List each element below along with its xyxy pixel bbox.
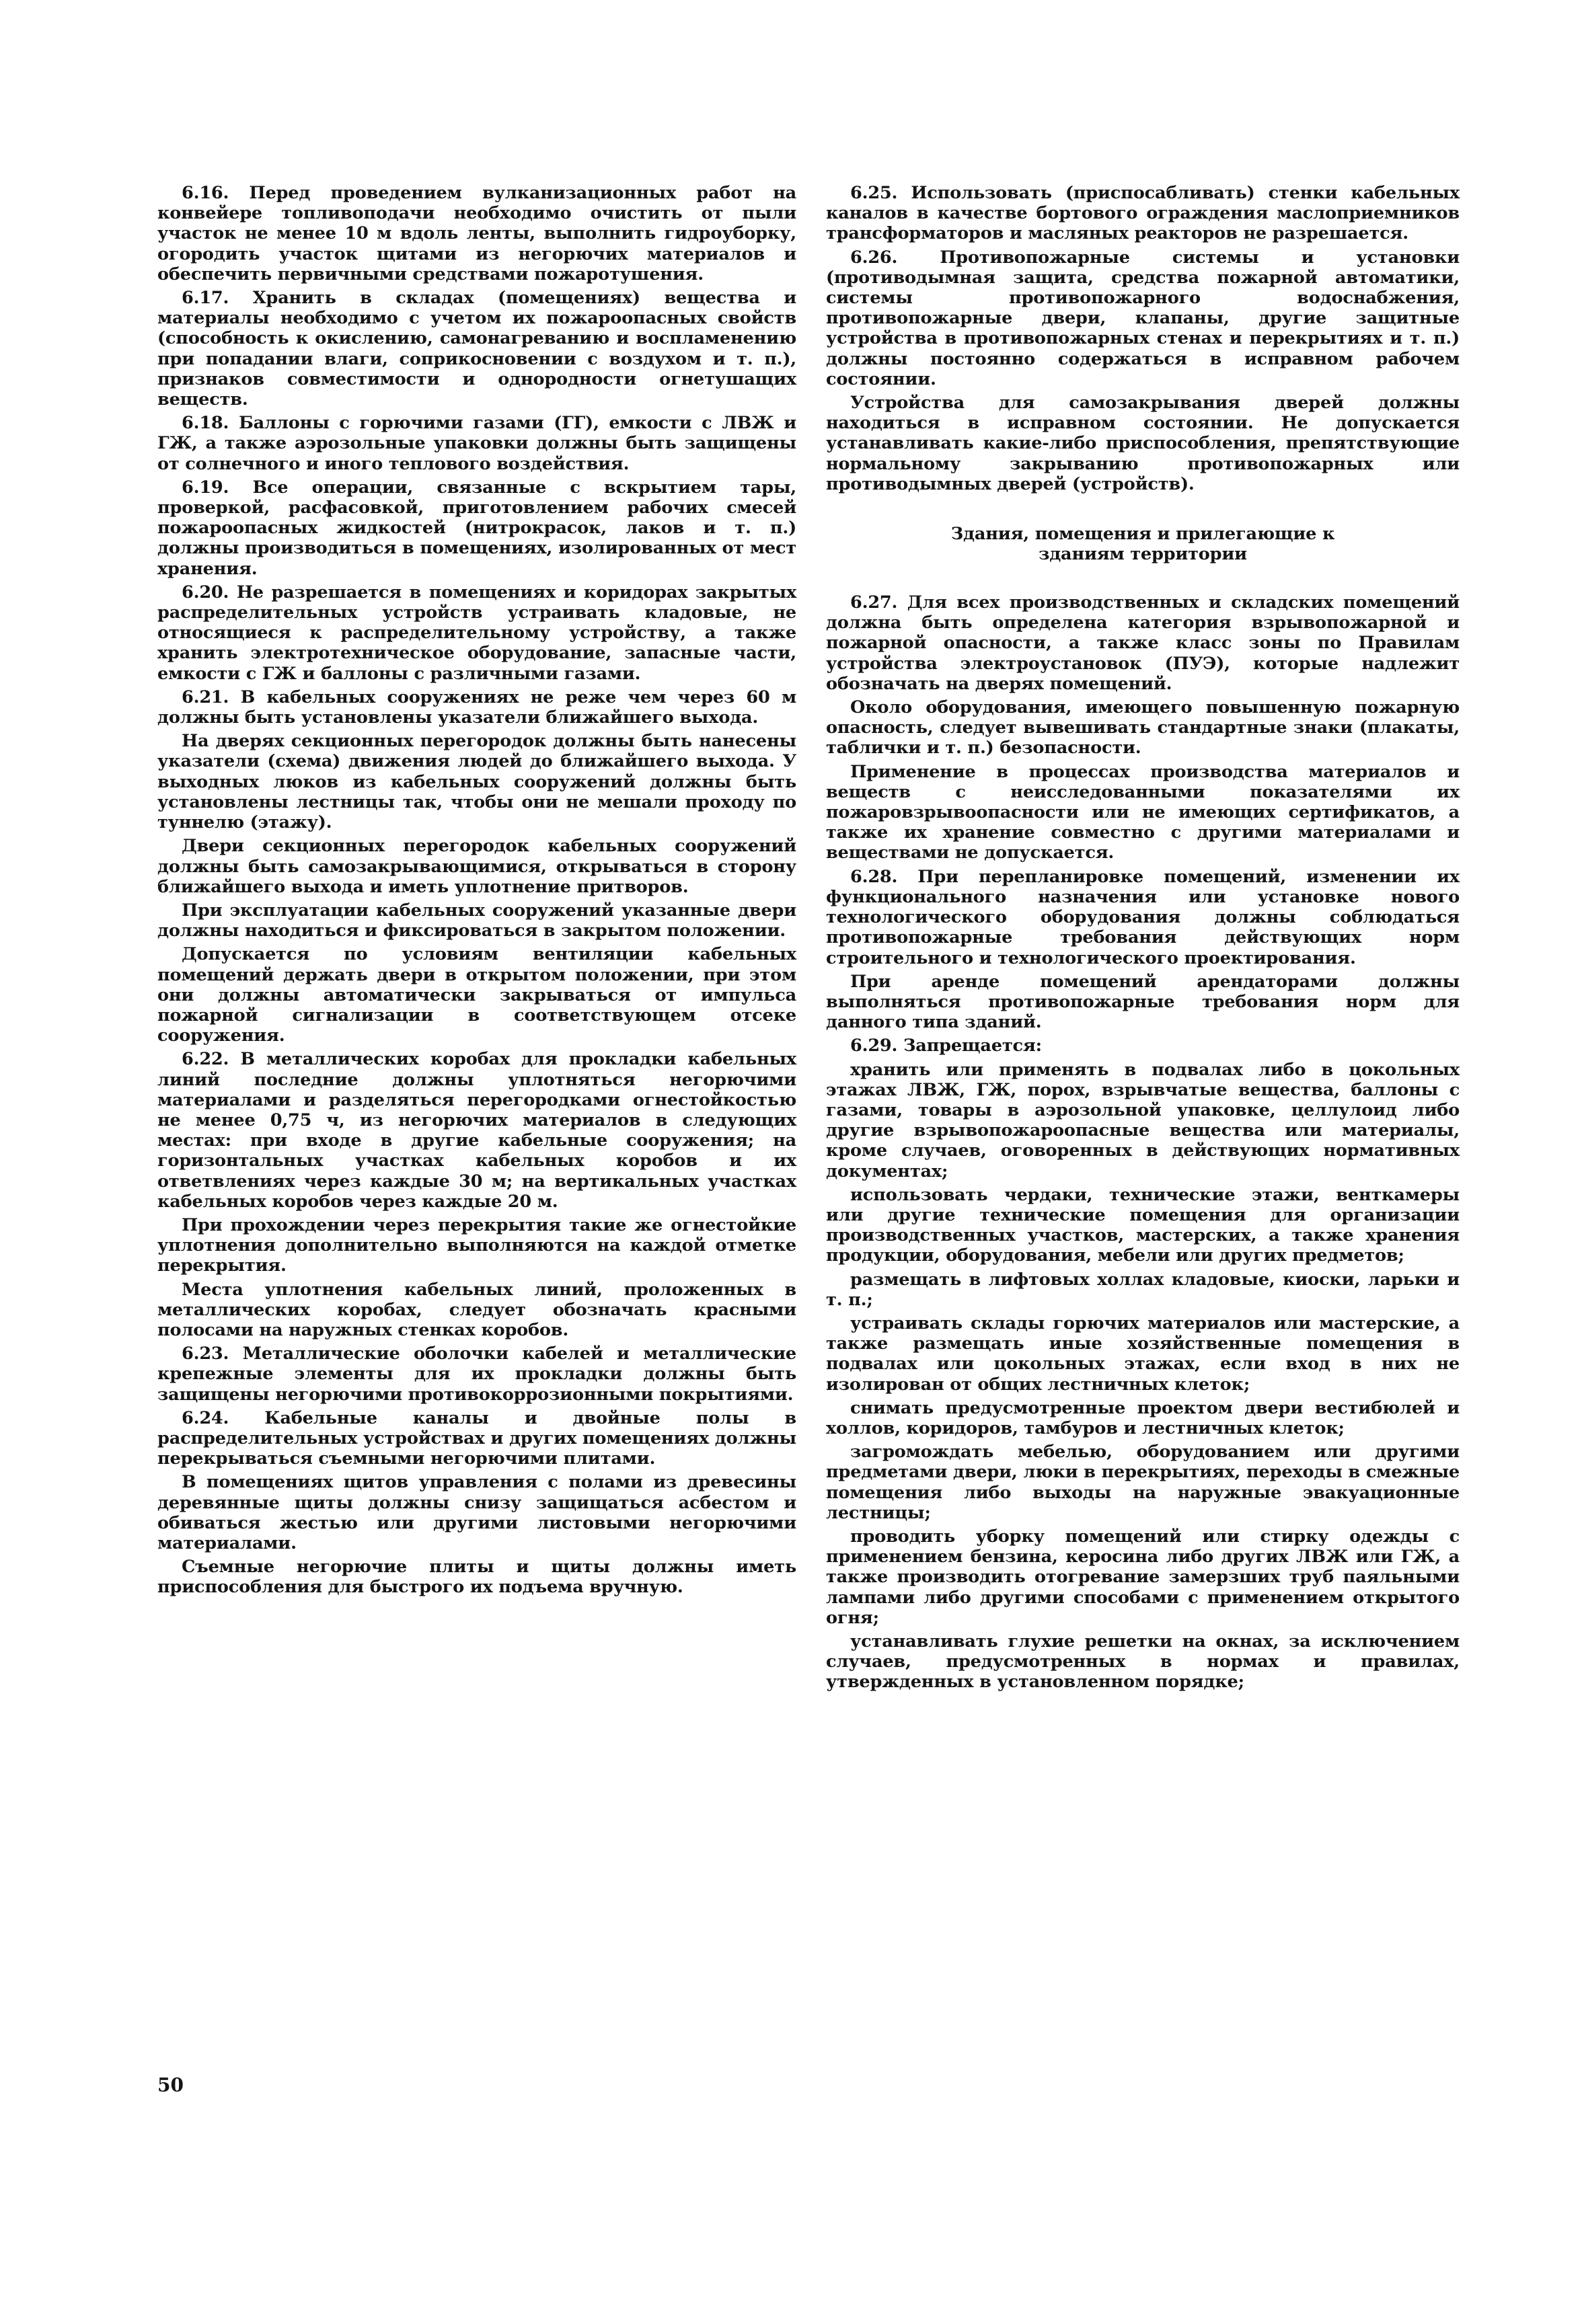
paragraph: 6.27. Для всех производственных и складских помещений должна быть определена категория взрывопожарной и пожарной опасности, а также класс зоны по Правилам устройства электроустановок (ПУЭ), которые надлежит обозначать на дверях помещений. — [826, 592, 1460, 694]
paragraph: 6.22. В металлических коробах для прокладки кабельных линий последние должны уплотняться негорючими материалами и разделяться перегородками огнестойкостью не менее 0,75 ч, из негорючих материалов в следующих местах: при входе в другие кабельные сооружения; на горизонтальных участках кабельных коробов и их ответвлениях через каждые 30 м; на вертикальных участках кабельных коробов через каждые 20 м. — [157, 1049, 796, 1212]
paragraph: 6.25. Использовать (приспосабливать) стенки кабельных каналов в качестве бортового ограждения маслоприемников трансформаторов и масляных реакторов не разрешается. — [826, 183, 1460, 244]
paragraph: Применение в процессах производства материалов и веществ с неисследованными показателями их пожаровзрывоопасности или не имеющих сертификатов, а также их хранение совместно с другими материалами и веществами не допускается. — [826, 761, 1460, 863]
list-item: размещать в лифтовых холлах кладовые, киоски, ларьки и т. п.; — [826, 1269, 1460, 1310]
paragraph: При аренде помещений арендаторами должны выполняться противопожарные требования норм для данного типа зданий. — [826, 971, 1460, 1033]
list-item: загромождать мебелью, оборудованием или другими предметами двери, люки в перекрытиях, переходы в смежные помещения либо выходы на наружные эвакуационные лестницы; — [826, 1442, 1460, 1523]
list-item: устанавливать глухие решетки на окнах, за исключением случаев, предусмотренных в нормах и правилах, утвержденных в установленном порядке; — [826, 1631, 1460, 1693]
list-item: устраивать склады горючих материалов или мастерские, а также размещать иные хозяйственные помещения в подвалах или цокольных этажах, если вход в них не изолирован от общих лестничных клеток; — [826, 1313, 1460, 1395]
paragraph: При прохождении через перекрытия такие же огнестойкие уплотнения дополнительно выполняются на каждой отметке перекрытия. — [157, 1214, 796, 1276]
paragraph: На дверях секционных перегородок должны быть нанесены указатели (схема) движения людей до ближайшего выхода. У выходных люков из кабельных сооружений должны быть установлены лестницы так, чтобы они не мешали проходу по туннелю (этажу). — [157, 731, 796, 833]
list-item: хранить или применять в подвалах либо в цокольных этажах ЛВЖ, ГЖ, порох, взрывчатые вещества, баллоны с газами, товары в аэрозольной упаковке, целлулоид либо другие взрывопожароопасные вещества или материалы, кроме случаев, оговоренных в действующих нормативных документах; — [826, 1059, 1460, 1182]
paragraph: 6.24. Кабельные каналы и двойные полы в распределительных устройствах и других помещениях должны перекрываться съемными негорючими плитами. — [157, 1407, 796, 1469]
paragraph: Допускается по условиям вентиляции кабельных помещений держать двери в открытом положении, при этом они должны автоматически закрываться от импульса пожарной сигнализации в соответствующем отсеке сооружения. — [157, 944, 796, 1046]
paragraph: 6.28. При перепланировке помещений, изменении их функционального назначения или установке нового технологического оборудования должны соблюдаться противопожарные требования действующих норм строительного и технологического проектирования. — [826, 866, 1460, 968]
paragraph: 6.17. Хранить в складах (помещениях) вещества и материалы необходимо с учетом их пожароопасных свойств (способность к окислению, самонагреванию и воспламенению при попадании влаги, соприкосновении с воздухом и т. п.), признаков совместимости и однородности огнетушащих веществ. — [157, 288, 796, 410]
paragraph: 6.26. Противопожарные системы и установки (противодымная защита, средства пожарной автоматики, системы противопожарного водоснабжения, противопожарные двери, клапаны, другие защитные устройства в противопожарных стенах и перекрытиях и т. п.) должны постоянно содержаться в исправном рабочем состоянии. — [826, 247, 1460, 389]
paragraph: Двери секционных перегородок кабельных сооружений должны быть самозакрывающимися, открываться в сторону ближайшего выхода и иметь уплотнение притворов. — [157, 836, 796, 897]
paragraph: Съемные негорючие плиты и щиты должны иметь приспособления для быстрого их подъема вручную. — [157, 1557, 796, 1598]
list-item: проводить уборку помещений или стирку одежды с применением бензина, керосина либо других ЛВЖ или ГЖ, а также производить отогревание замерзших труб паяльными лампами либо другими способами с применением открытого огня; — [826, 1526, 1460, 1628]
list-item: снимать предусмотренные проектом двери вестибюлей и холлов, коридоров, тамбуров и лестничных клеток; — [826, 1397, 1460, 1438]
section-heading: Здания, помещения и прилегающие к зданиям территории — [950, 524, 1335, 565]
paragraph: 6.19. Все операции, связанные с вскрытием тары, проверкой, расфасовкой, приготовлением рабочих смесей пожароопасных жидкостей (нитрокрасок, лаков и т. п.) должны производиться в помещениях, изолированных от мест хранения. — [157, 477, 796, 579]
paragraph: 6.18. Баллоны с горючими газами (ГГ), емкости с ЛВЖ и ГЖ, а также аэрозольные упаковки должны быть защищены от солнечного и иного теплового воздействия. — [157, 413, 796, 474]
paragraph: 6.21. В кабельных сооружениях не реже чем через 60 м должны быть установлены указатели ближайшего выхода. — [157, 687, 796, 728]
paragraph: При эксплуатации кабельных сооружений указанные двери должны находиться и фиксироваться в закрытом положении. — [157, 900, 796, 941]
page-number: 50 — [157, 2074, 184, 2096]
paragraph: Места уплотнения кабельных линий, проложенных в металлических коробах, следует обозначать красными полосами на наружных стенках коробов. — [157, 1279, 796, 1340]
paragraph: Устройства для самозакрывания дверей должны находиться в исправном состоянии. Не допускается устанавливать какие-либо приспособления, препятствующие нормальному закрыванию противопожарных или противодымных дверей (устройств). — [826, 393, 1460, 494]
paragraph: 6.23. Металлические оболочки кабелей и металлические крепежные элементы для их прокладки должны быть защищены негорючими противокоррозионными покрытиями. — [157, 1344, 796, 1405]
right-column — [826, 183, 1460, 1693]
left-column — [157, 183, 796, 1598]
paragraph: В помещениях щитов управления с полами из древесины деревянные щиты должны снизу защищаться асбестом и обиваться жестью или другими листовыми негорючими материалами. — [157, 1472, 796, 1553]
paragraph: 6.29. Запрещается: — [850, 1036, 1042, 1056]
paragraph: Около оборудования, имеющего повышенную пожарную опасность, следует вывешивать стандартные знаки (плакаты, таблички и т. п.) безопасности. — [826, 697, 1460, 759]
paragraph: 6.20. Не разрешается в помещениях и коридорах закрытых распределительных устройств устраивать кладовые, не относящиеся к распределительному устройству, а также хранить электротехническое оборудование, запасные части, емкости с ГЖ и баллоны с различными газами. — [157, 582, 796, 684]
paragraph: 6.16. Перед проведением вулканизационных работ на конвейере топливоподачи необходимо очистить от пыли участок не менее 10 м вдоль ленты, выполнить гидроуборку, огородить участок щитами из негорючих материалов и обеспечить первичными средствами пожаротушения. — [157, 183, 796, 284]
list-item: использовать чердаки, технические этажи, венткамеры или другие технические помещения для организации производственных участков, мастерских, а также хранения продукции, оборудования, мебели или других предметов; — [826, 1184, 1460, 1266]
